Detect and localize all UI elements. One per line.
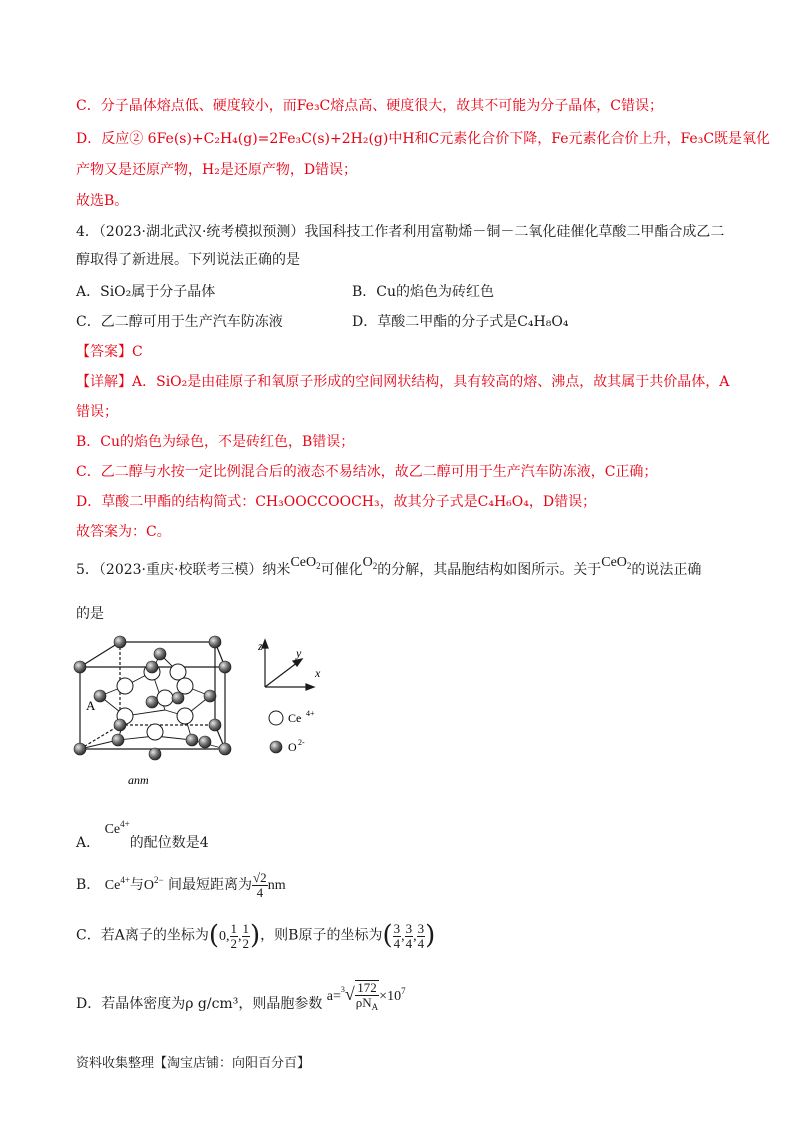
o-ion [149, 748, 161, 760]
legend-ce-label: Ce [288, 711, 302, 725]
q5-formula-ceo2-2: CeO$_2$ [601, 555, 632, 571]
q5-formula-ceo2: CeO$_2$ [290, 555, 321, 571]
o-ion [219, 743, 231, 755]
footer-source: 资料收集整理【淘宝店铺：向阳百分百】 [76, 1056, 311, 1071]
legend-o-label: O [288, 740, 297, 754]
q4-option-b: B．Cu的焰色为砖红色 [352, 284, 495, 300]
q5-option-a: A． $Ce^{4+}$的配位数是4 [76, 819, 209, 851]
o-ion [204, 690, 216, 702]
axes [262, 640, 314, 690]
q4-answer: 【答案】C [76, 344, 143, 360]
q4-detail-line1: 【详解】A．SiO₂是由硅原子和氧原子形成的空间网状结构，具有较高的熔、沸点，故其属于共价晶体，A [76, 374, 730, 390]
ce-ion [177, 708, 193, 724]
q4-conclusion: 故答案为：C。 [76, 524, 171, 540]
q4-option-a: A．SiO₂属于分子晶体 [76, 284, 216, 300]
ce-ion-formula: $Ce^{4+}$ [104, 819, 130, 837]
label-a: A [86, 698, 96, 713]
q5-option-b: B． $Ce^{4+}$与$O^{2-}$ 间最短距离为 $\frac{√2}{4}$ nm [76, 869, 286, 900]
o-ion [219, 661, 231, 673]
o-ion [146, 696, 158, 708]
legend-o-marker [270, 741, 282, 753]
q4-stem-line2: 醇取得了新进展。下列说法正确的是 [76, 252, 300, 268]
o-ion-formula: $O^{2-}$ [143, 875, 164, 893]
prev-option-d-line2: 产物又是还原产物，H₂是还原产物，D错误； [76, 162, 358, 178]
o-ion [74, 661, 86, 673]
o-ion [199, 736, 211, 748]
o-ion [186, 734, 198, 746]
o-ion [146, 661, 158, 673]
prev-option-d-line1: D．反应② 6Fe(s)+C₂H₄(g)=2Fe₃C(s)+2H₂(g)中H和C元素化合价下降，Fe元素化合价上升，Fe₃C既是氧化 [76, 131, 771, 147]
o-ions [74, 636, 231, 760]
legend-o-charge: 2- [298, 738, 305, 747]
axis-x-label: x [315, 666, 321, 680]
distance-fraction: $\frac{√2}{4}$ [253, 869, 267, 900]
ce-ion [147, 724, 163, 740]
q4-stem-line1: 4．（2023·湖北武汉·统考模拟预测）我国科技工作者利用富勒烯－铜－二氧化硅催化草酸二甲酯合成乙二 [76, 224, 725, 240]
legend-ce-charge: 4+ [306, 709, 315, 718]
o-ion [74, 743, 86, 755]
o-ion [209, 719, 221, 731]
q4-detail-d: D．草酸二甲酯的结构简式：CH₃OOCCOOCH₃，故其分子式是C₄H₆O₄，D错误； [76, 494, 597, 510]
q5-stem-mid2: 的分解，其晶胞结构如图所示。关于 [377, 562, 602, 578]
q4-option-c: C．乙二醇可用于生产汽车防冻液 [76, 314, 283, 330]
prev-option-c: C．分子晶体熔点低、硬度较小，而Fe₃C熔点高、硬度很大，故其不可能为分子晶体，C错误； [76, 98, 663, 114]
ce-ion [117, 678, 133, 694]
o-ion [172, 692, 184, 704]
ce-ion [157, 690, 173, 706]
q5-stem-mid1: 可催化 [320, 562, 363, 578]
q5-option-c: C．若A离子的坐标为(0, $\frac{1}{2}$ , $\frac{1}{2}$ )，则B原子的坐标为( $\frac{3}{4}$ , $\frac{3}{4}$ , $\frac{3}{4}$ ) [76, 920, 436, 951]
q4-detail-line2: 错误； [76, 404, 118, 420]
o-ion [114, 719, 126, 731]
q5-option-d: D．若晶体密度为ρ g/cm³，则晶胞参数 a=$^3$√ $\frac{172}{\rho N_A}$ $\times 10^7$ [76, 980, 406, 1013]
o-ion [154, 648, 166, 660]
q4-detail-c: C．乙二醇与水按一定比例混合后的液态不易结冰，故乙二醇可用于生产汽车防冻液，C正确； [76, 464, 658, 480]
axis-y-label: y [296, 646, 302, 660]
prev-conclusion: 故选B。 [76, 193, 129, 209]
ce-ion [170, 664, 186, 680]
b-coordinate: $\frac{3}{4}$ , $\frac{3}{4}$ , $\frac{3}{4}$ [393, 921, 425, 951]
q5-formula-o2: $O_2$ [362, 555, 378, 571]
o-ion [112, 734, 124, 746]
o-ion [94, 690, 106, 702]
legend-ce-marker [269, 711, 283, 725]
crystal-cell-figure [70, 632, 370, 787]
q5-stem-line2: 的是 [76, 606, 104, 622]
q5-stem-suffix: 的说法正确 [631, 562, 702, 578]
dimension-label: anm [128, 773, 149, 787]
ce-ion [177, 678, 193, 694]
ce-ion-formula: $Ce^{4+}$ [104, 875, 130, 893]
o-ion [114, 636, 126, 648]
axis-z-label: z [258, 639, 263, 653]
o-ion [209, 636, 221, 648]
cell-parameter-formula: a=$^3$√ $\frac{172}{\rho N_A}$ $\times 10^7$ [326, 980, 406, 1012]
q4-option-d: D．草酸二甲酯的分子式是C₄H₈O₄ [352, 314, 569, 330]
q5-stem-prefix: 5．（2023·重庆·校联考三模）纳米 [76, 562, 291, 578]
q5-stem-line1 [76, 555, 702, 584]
q4-detail-b: B．Cu的焰色为绿色，不是砖红色，B错误； [76, 434, 355, 450]
a-coordinate: 0, $\frac{1}{2}$ , $\frac{1}{2}$ [219, 921, 249, 951]
